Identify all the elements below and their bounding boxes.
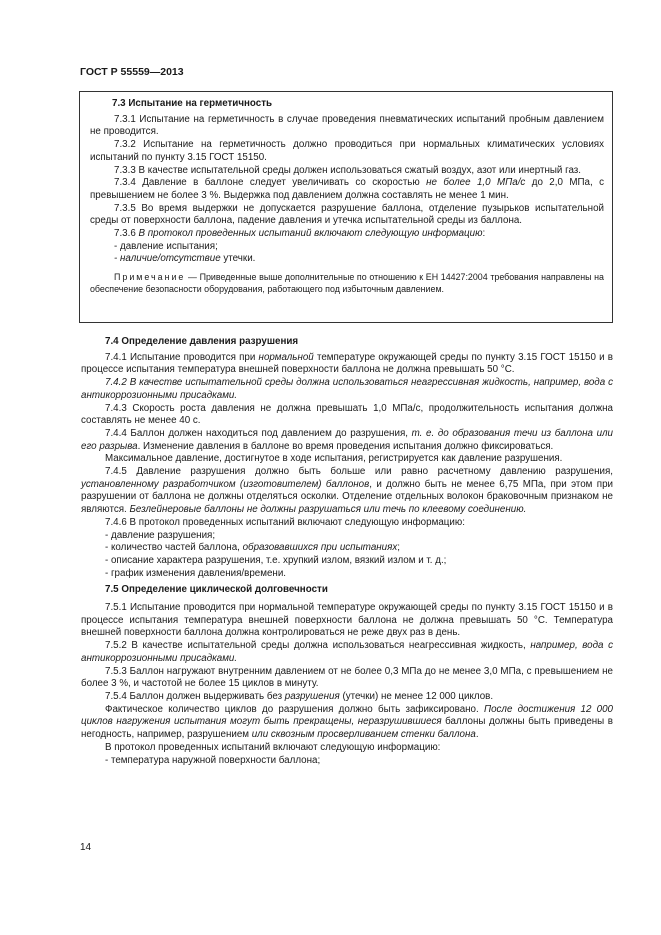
list-item: - количество частей баллона, образовавшихся при испытаниях; <box>105 542 400 554</box>
section-title-7-4: 7.4 Определение давления разрушения <box>105 336 299 347</box>
section-title-7-3: 7.3 Испытание на герметичность <box>112 98 273 109</box>
note-label: Примечание <box>114 272 186 283</box>
paragraph-7-3-6: 7.3.6 В протокол проведенных испытаний включают следующую информацию: <box>114 228 486 240</box>
paragraph-7-4-2: 7.4.2 В качестве испытательной среды должна использоваться неагрессивная жидкость, например, вода с антикоррозионными присадками. <box>81 377 613 401</box>
paragraph-7-3-5: 7.3.5 Во время выдержки не допускается разрушение баллона, отделение пузырьков испытательной среды от поверхности баллона, падение давления и утечка испытательной среды из баллона. <box>90 202 604 227</box>
paragraph-cycles: Фактическое количество циклов до разрушения должно быть зафиксировано. После достижения 12 000 циклов нагружения испытания могут быть прекращены, неразрушившиеся баллоны должны быть приведены в негодность, например, разрушением или сквозным просверливанием стенки баллона. <box>81 703 613 741</box>
paragraph-7-3-4: 7.3.4 Давление в баллоне следует увеличивать со скоростью не более 1,0 МПа/с до 2,0 МПа, с превышением не более 3 %. Выдержка под давлением должна составлять не менее 1 мин. <box>90 177 604 201</box>
list-item: - график изменения давления/времени. <box>105 567 287 579</box>
page-number: 14 <box>80 842 92 853</box>
list-item: - наличие/отсутствие утечки. <box>114 253 256 265</box>
main-content <box>81 334 613 767</box>
paragraph-7-3-3: 7.3.3 В качестве испытательной среды должен использоваться сжатый воздух, азот или инертный газ. <box>114 164 582 176</box>
list-item: - давление испытания; <box>114 240 218 252</box>
paragraph-7-5-1: 7.5.1 Испытание проводится при нормальной температуре окружающей среды по пункту 3.15 ГОСТ 15150 и в процессе испытания температура внешней поверхности баллона не должна превышать 50 °С. Температура внешней поверхности баллона должна контролироваться не реже двух раз в день. <box>81 602 613 639</box>
note: Примечание — Приведенные выше дополнительные по отношению к ЕН 14427:2004 требования направлены на обеспечение безопасности оборудования, работающего под избыточным давлением. <box>90 272 604 295</box>
paragraph-7-4-3: 7.4.3 Скорость роста давления не должна превышать 1,0 МПа/с, продолжительность испытания должна составлять не менее 40 с. <box>81 402 613 427</box>
paragraph-7-4-6: 7.4.6 В протокол проведенных испытаний включают следующую информацию: <box>105 516 465 528</box>
section-title-7-5: 7.5 Определение циклической долговечности <box>105 584 328 596</box>
list-item: - температура наружной поверхности баллона; <box>105 754 321 766</box>
paragraph-7-5-3: 7.5.3 Баллон нагружают внутренним давлением от не более 0,3 МПа до не менее 3,0 МПа, с превышением не более 3 %, и частотой не более 15 циклов в минуту. <box>81 665 613 690</box>
paragraph-max-pressure: Максимальное давление, достигнутое в ходе испытания, регистрируется как давление разрушения. <box>105 453 563 465</box>
paragraph-7-4-5: 7.4.5 Давление разрушения должно быть больше или равно расчетному давлению разрушения, установленному разработчиком (изготовителем) баллонов, и должно быть не менее 6,75 МПа, при этом при разрушении от баллона не должны отделяться осколки. Отделение отдельных волокон браковочным признаком не являются. Безлейнеровые баллоны не должны разрушаться или течь по клеевому соединению. <box>81 466 613 516</box>
list-item: - описание характера разрушения, т.е. хрупкий излом, вязкий излом и т. д.; <box>105 554 447 566</box>
paragraph-7-4-4: 7.4.4 Баллон должен находиться под давлением до разрушения, т. е. до образования течи из баллона или его разрыва. Изменение давления в баллоне во время проведения испытания должно фиксироваться. <box>81 427 613 452</box>
paragraph-7-5-2: 7.5.2 В качестве испытательной среды должна использоваться неагрессивная жидкость, например, вода с антикоррозионными присадками. <box>81 640 613 664</box>
document-header: ГОСТ Р 55559—2013 <box>80 66 184 78</box>
paragraph-7-3-2: 7.3.2 Испытание на герметичность должно проводиться при нормальных климатических условиях испытаний по пункту 3.15 ГОСТ 15150. <box>90 139 604 163</box>
boxed-section-7-3 <box>79 91 613 323</box>
paragraph-protocol: В протокол проведенных испытаний включают следующую информацию: <box>105 741 441 753</box>
list-item: - давление разрушения; <box>105 529 216 541</box>
paragraph-7-3-1: 7.3.1 Испытание на герметичность в случае проведения пневматических испытаний пробным давлением не проводится. <box>90 113 604 138</box>
paragraph-7-4-1: 7.4.1 Испытание проводится при нормальной температуре окружающей среды по пункту 3.15 ГОСТ 15150 и в процессе испытания температура внешней поверхности баллона не должна превышать 50 °С. <box>81 351 613 376</box>
paragraph-7-5-4: 7.5.4 Баллон должен выдерживать без разрушения (утечки) не менее 12 000 циклов. <box>105 690 494 702</box>
